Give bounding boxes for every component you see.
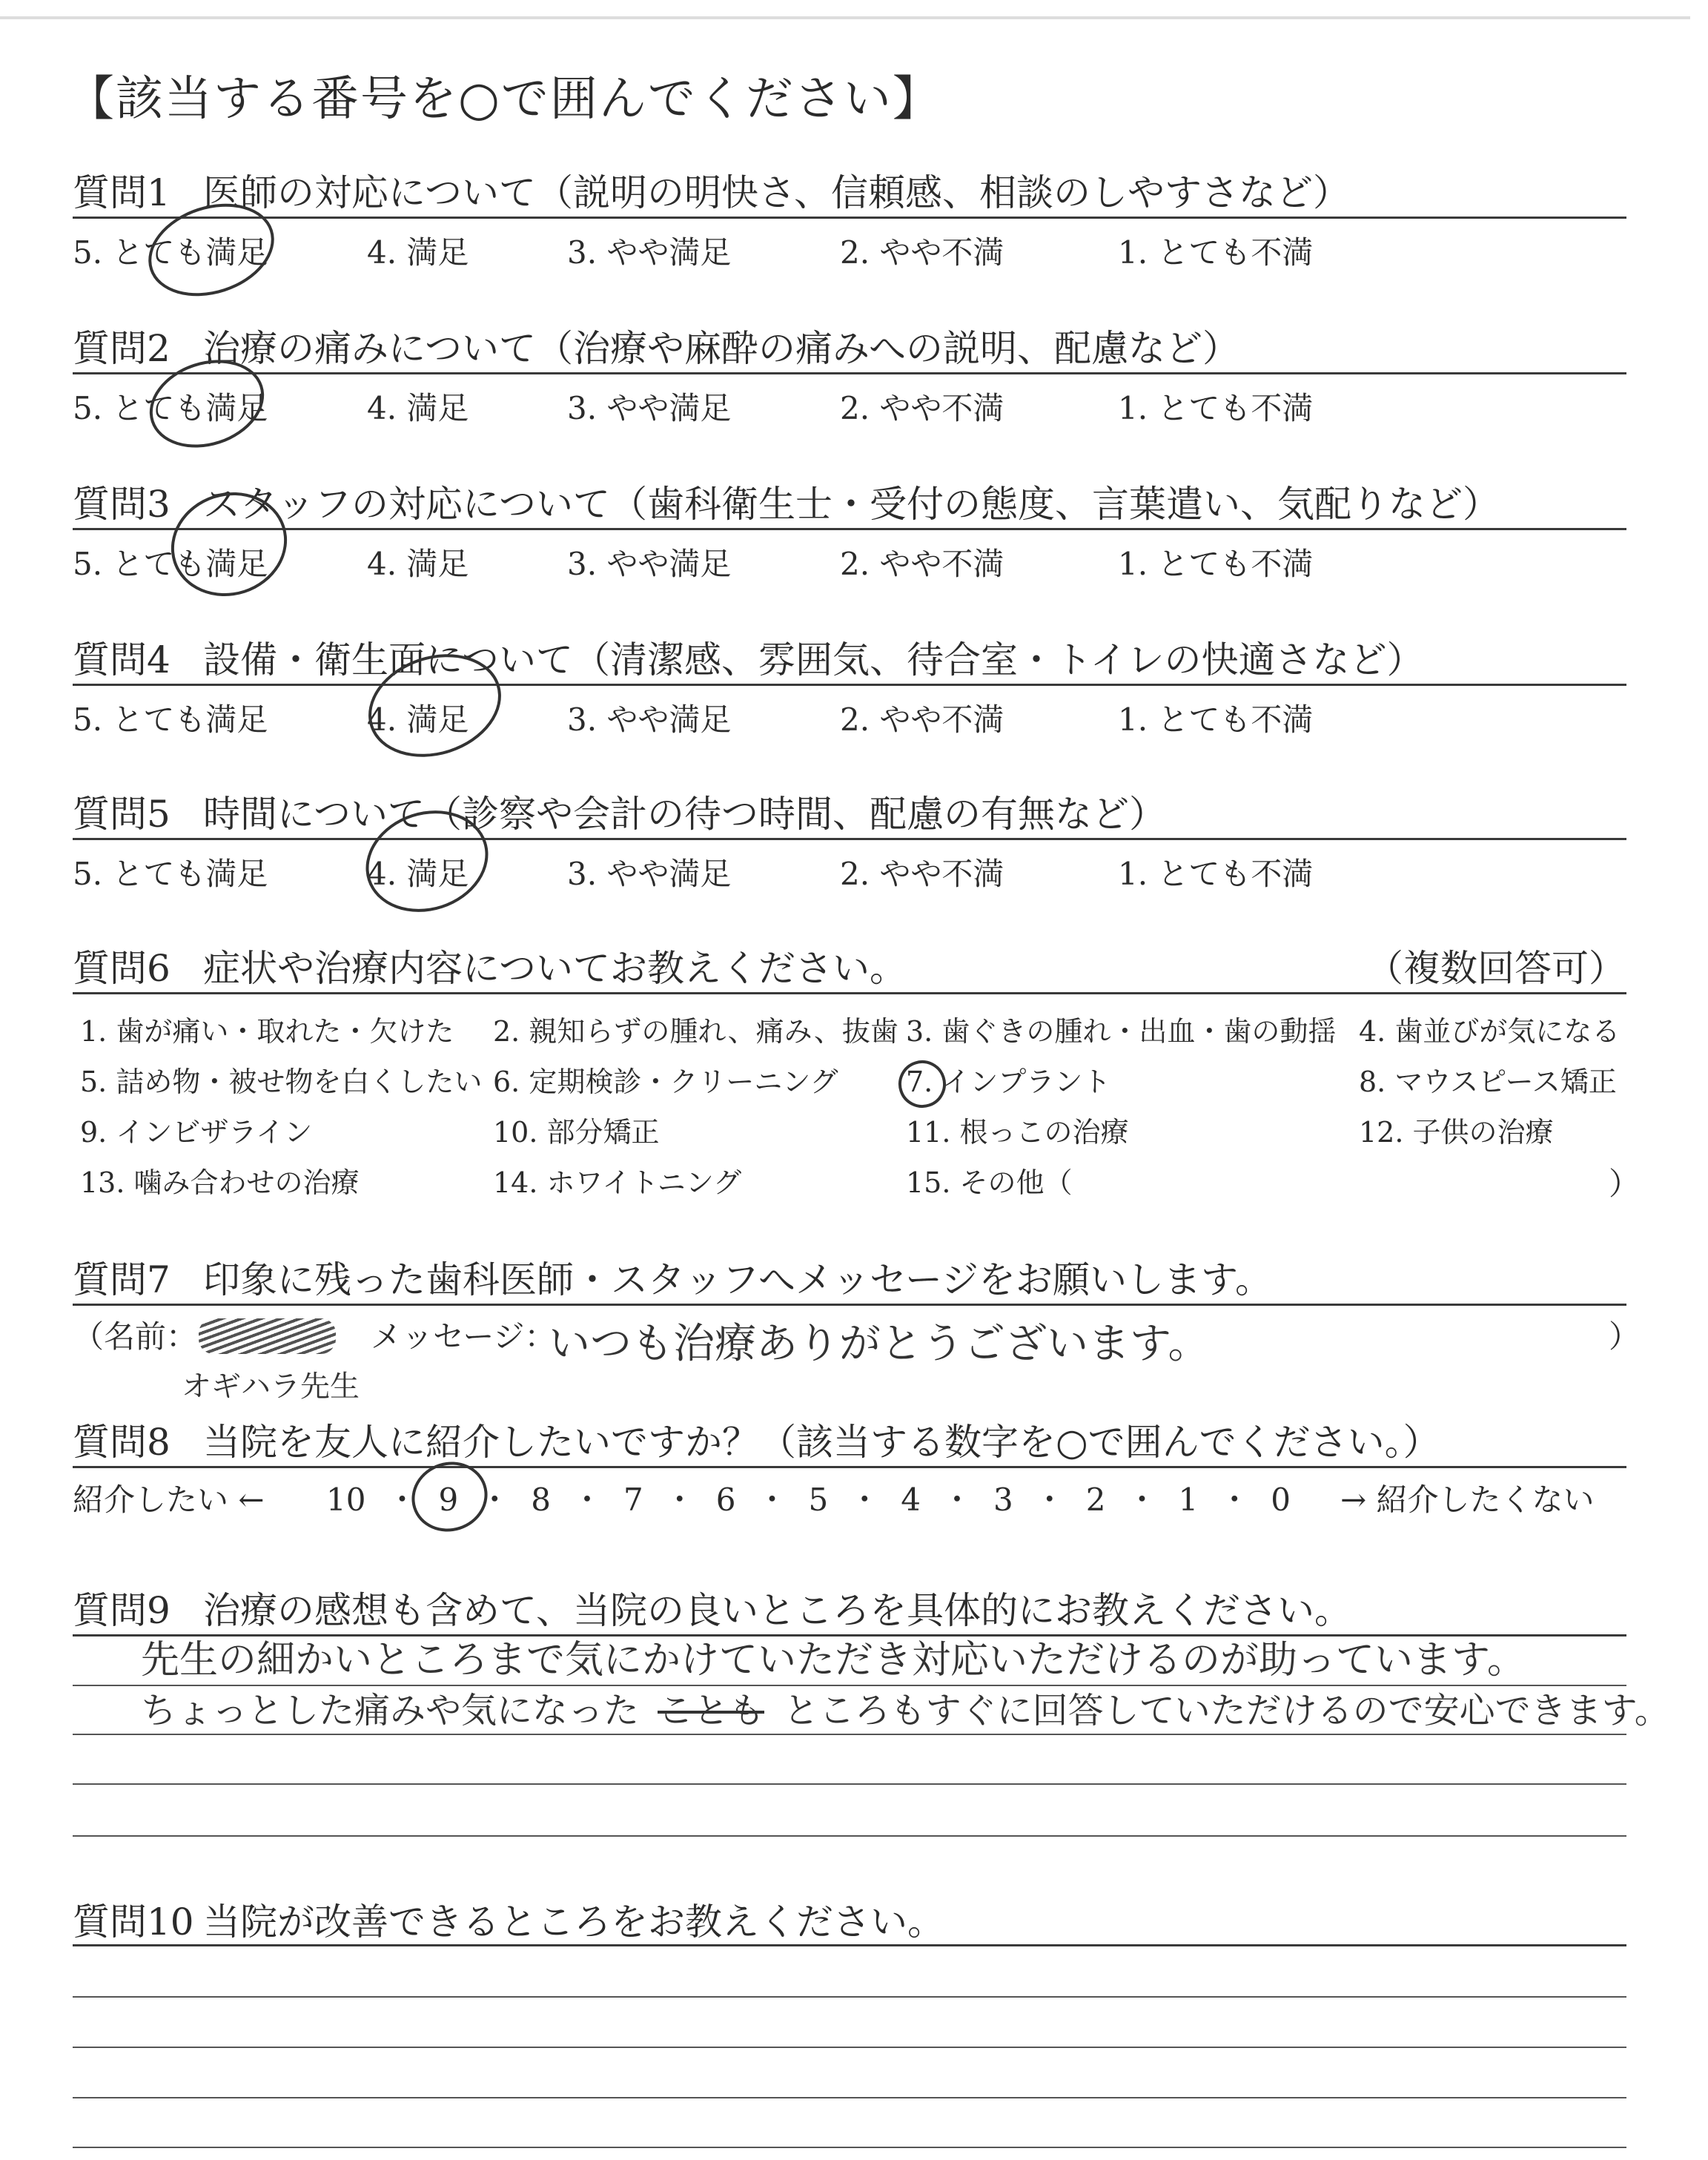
multiple-answers-note: （複数回答可） — [1366, 947, 1626, 990]
divider — [73, 528, 1626, 530]
scale-8[interactable]: 8 — [531, 1482, 551, 1518]
answer-rule[interactable] — [73, 1996, 1626, 1998]
q6-option-9[interactable]: 9. インビザライン — [80, 1116, 313, 1149]
answer-rule — [73, 1734, 1626, 1735]
question-number: 質問1 — [73, 171, 171, 214]
q6-option-12[interactable]: 12. 子供の治療 — [1359, 1116, 1554, 1149]
answer-line-2[interactable] — [141, 1682, 1670, 1733]
answer-rule — [73, 1835, 1626, 1837]
q6-option-15[interactable]: 15. その他（ — [906, 1166, 1073, 1199]
scale-7[interactable]: 7 — [623, 1482, 643, 1518]
divider — [73, 684, 1626, 686]
question-9 — [73, 1581, 1351, 1634]
question-5 — [73, 785, 1166, 838]
question-number: 質問9 — [73, 1589, 171, 1632]
q4-option-5[interactable]: 5. とても満足 — [73, 701, 268, 738]
divider — [73, 838, 1626, 840]
q1-option-5[interactable]: 5. とても満足 — [73, 234, 268, 271]
scale-1[interactable]: 1 — [1178, 1482, 1199, 1518]
scale-2[interactable]: 2 — [1085, 1482, 1106, 1518]
q5-option-1[interactable]: 1. とても不満 — [1118, 856, 1314, 892]
q6-option-6[interactable]: 6. 定期検診・クリーニング — [493, 1066, 838, 1098]
q6-option-2[interactable]: 2. 親知らずの腫れ、痛み、抜歯 — [493, 1015, 898, 1048]
question-text: 当院を友人に紹介したいですか？（該当する数字を○で囲んでください。） — [203, 1421, 1440, 1464]
answer-line-2b: ところもすぐに回答していただけるので安心できます。 — [783, 1690, 1670, 1731]
question-3 — [73, 475, 1500, 528]
answer-rule[interactable] — [73, 2097, 1626, 2098]
scan-edge — [0, 16, 1690, 19]
answer-rule[interactable] — [73, 2147, 1626, 2148]
question-number: 質問2 — [73, 327, 171, 370]
q4-option-3[interactable]: 3. やや満足 — [567, 701, 732, 738]
q4-option-2[interactable]: 2. やや不満 — [840, 701, 1004, 738]
divider — [73, 372, 1626, 374]
question-2 — [73, 319, 1239, 372]
message-answer[interactable]: いつも治療ありがとうございます。 — [549, 1320, 1210, 1368]
question-number: 質問6 — [73, 947, 171, 990]
q6-option-5[interactable]: 5. 詰め物・被せ物を白くしたい — [80, 1066, 483, 1098]
name-note: オギハラ先生 — [182, 1370, 360, 1404]
question-number: 質問3 — [73, 483, 171, 526]
scale-0[interactable]: 0 — [1271, 1482, 1291, 1518]
q1-option-3[interactable]: 3. やや満足 — [567, 234, 732, 271]
question-text: 当院が改善できるところをお教えください。 — [203, 1900, 944, 1943]
question-number: 質問7 — [73, 1258, 171, 1301]
q6-option-14[interactable]: 14. ホワイトニング — [493, 1166, 742, 1199]
q3-option-4[interactable]: 4. 満足 — [367, 546, 469, 582]
question-number: 質問4 — [73, 638, 171, 681]
q6-option-8[interactable]: 8. マウスピース矯正 — [1359, 1066, 1617, 1098]
scale-10[interactable]: 10 — [326, 1482, 366, 1518]
scale-3[interactable]: 3 — [993, 1482, 1013, 1518]
q1-option-4[interactable]: 4. 満足 — [367, 234, 469, 271]
question-number: 質問8 — [73, 1421, 171, 1464]
q6-option-10[interactable]: 10. 部分矯正 — [493, 1116, 660, 1149]
q4-option-1[interactable]: 1. とても不満 — [1118, 701, 1314, 738]
divider — [73, 217, 1626, 219]
question-number: 質問10 — [73, 1900, 194, 1943]
scale-9[interactable]: 9 — [438, 1482, 459, 1518]
question-text: 設備・衛生面について（清潔感、雰囲気、待合室・トイレの快適さなど） — [203, 638, 1424, 681]
question-text: 印象に残った歯科医師・スタッフへメッセージをお願いします。 — [203, 1258, 1272, 1301]
redacted-name-scribble — [199, 1318, 336, 1354]
recommend-scale: 10 ・ 9 ・ 8 ・ 7 ・ 6 ・ 5 ・ 4 ・ 3 ・ 2 ・ 1 ・ 0 — [326, 1482, 1291, 1518]
q2-option-2[interactable]: 2. やや不満 — [840, 390, 1004, 426]
scale-4[interactable]: 4 — [901, 1482, 921, 1518]
question-6 — [73, 939, 1626, 992]
answer-line-2a: ちょっとした痛みや気になった — [141, 1690, 640, 1731]
question-1 — [73, 163, 1350, 217]
q3-option-3[interactable]: 3. やや満足 — [567, 546, 732, 582]
q1-option-2[interactable]: 2. やや不満 — [840, 234, 1004, 271]
q4-option-4[interactable]: 4. 満足 — [367, 701, 469, 738]
close-paren: ） — [1609, 1318, 1641, 1355]
q5-option-5[interactable]: 5. とても満足 — [73, 856, 268, 892]
divider — [73, 992, 1626, 994]
question-text: スタッフの対応について（歯科衛生士・受付の態度、言葉遣い、気配りなど） — [203, 483, 1500, 526]
scale-5[interactable]: 5 — [808, 1482, 829, 1518]
q2-option-4[interactable]: 4. 満足 — [367, 390, 469, 426]
q5-option-3[interactable]: 3. やや満足 — [567, 856, 732, 892]
question-8 — [73, 1413, 1440, 1466]
divider — [73, 1466, 1626, 1468]
q6-option-3[interactable]: 3. 歯ぐきの腫れ・出血・歯の動揺 — [906, 1015, 1337, 1048]
question-10 — [73, 1892, 944, 1946]
name-label: （名前： — [73, 1318, 198, 1355]
question-text: 治療の痛みについて（治療や麻酔の痛みへの説明、配慮など） — [203, 327, 1239, 370]
page-title: 【該当する番号を○で囲んでください】 — [67, 72, 941, 127]
divider — [73, 1304, 1626, 1306]
question-text: 症状や治療内容についてお教えください。 — [203, 947, 907, 990]
q6-option-7[interactable]: 7. インプラント — [906, 1066, 1111, 1098]
question-text: 時間について（診察や会計の待つ時間、配慮の有無など） — [203, 793, 1166, 836]
recommend-left-label: 紹介したい ← — [73, 1482, 265, 1518]
question-text: 治療の感想も含めて、当院の良いところを具体的にお教えください。 — [203, 1589, 1351, 1632]
question-7 — [73, 1250, 1272, 1304]
q5-option-2[interactable]: 2. やや不満 — [840, 856, 1004, 892]
q6-option-13[interactable]: 13. 噛み合わせの治療 — [80, 1166, 360, 1199]
q1-option-1[interactable]: 1. とても不満 — [1118, 234, 1314, 271]
answer-line-1[interactable]: 先生の細かいところまで気にかけていただき対応いただけるのが助っています。 — [141, 1638, 1526, 1682]
answer-rule — [73, 1783, 1626, 1785]
q3-option-2[interactable]: 2. やや不満 — [840, 546, 1004, 582]
q5-option-4[interactable]: 4. 満足 — [367, 856, 469, 892]
q3-option-5[interactable]: 5. とても満足 — [73, 546, 268, 582]
answer-rule[interactable] — [73, 2047, 1626, 2048]
question-4 — [73, 630, 1424, 684]
q2-option-3[interactable]: 3. やや満足 — [567, 390, 732, 426]
question-number: 質問5 — [73, 793, 171, 836]
q6-option-11[interactable]: 11. 根っこの治療 — [906, 1116, 1129, 1149]
scale-6[interactable]: 6 — [715, 1482, 736, 1518]
recommend-right-label: → 紹介したくない — [1340, 1482, 1595, 1518]
struck-text: ことも — [658, 1690, 765, 1731]
q3-option-1[interactable]: 1. とても不満 — [1118, 546, 1314, 582]
divider — [73, 1944, 1626, 1946]
close-paren: ） — [1609, 1166, 1641, 1202]
q6-option-1[interactable]: 1. 歯が痛い・取れた・欠けた — [80, 1015, 454, 1048]
q6-option-4[interactable]: 4. 歯並びが気になる — [1359, 1015, 1621, 1048]
q2-option-5[interactable]: 5. とても満足 — [73, 390, 268, 426]
question-text: 医師の対応について（説明の明快さ、信頼感、相談のしやすさなど） — [203, 171, 1350, 214]
message-label: メッセージ： — [371, 1318, 556, 1355]
strikethrough-line — [658, 1711, 764, 1714]
q2-option-1[interactable]: 1. とても不満 — [1118, 390, 1314, 426]
